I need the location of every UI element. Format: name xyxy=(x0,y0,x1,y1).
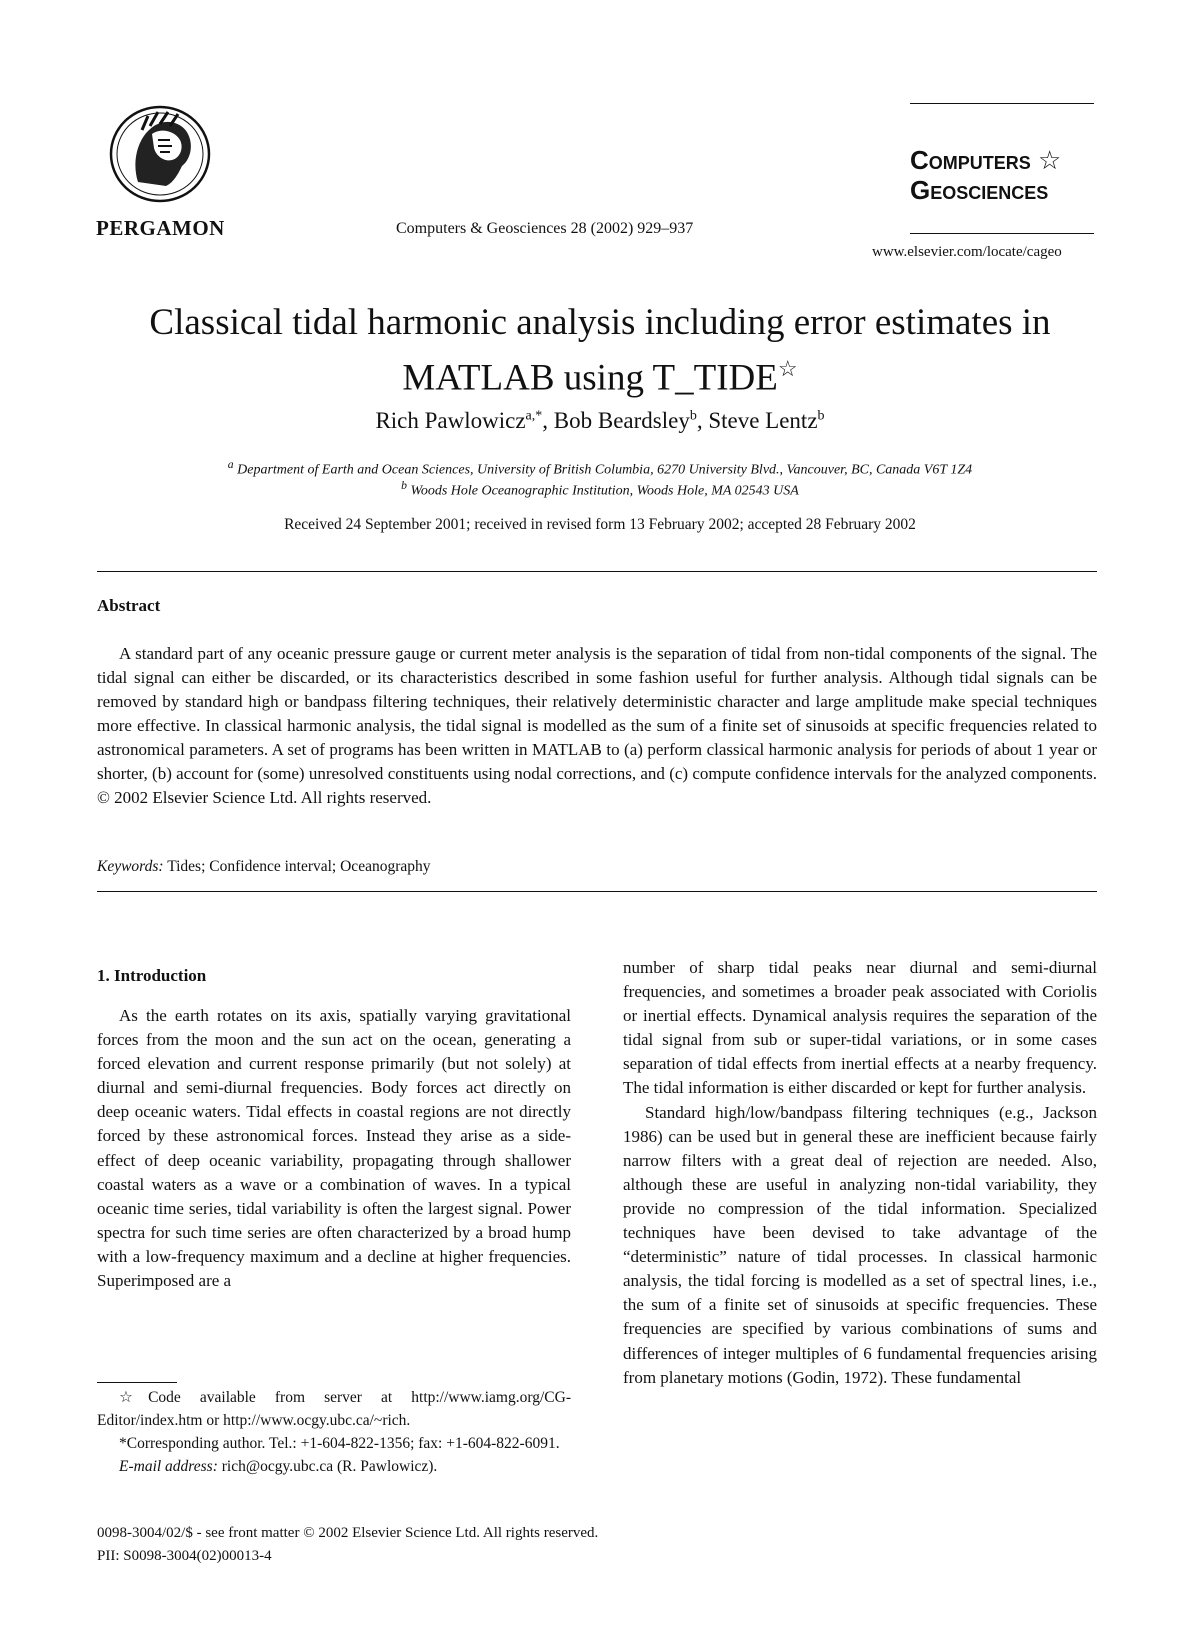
footnote-rule xyxy=(97,1382,177,1383)
right-column xyxy=(623,956,1097,1390)
journal-name xyxy=(910,145,1061,205)
journal-bottom-rule xyxy=(910,233,1094,234)
abstract-top-rule xyxy=(97,571,1097,572)
author-name: Rich Pawlowicz xyxy=(375,408,526,433)
author-affiliation-mark: b xyxy=(817,408,825,424)
affiliation-b xyxy=(0,479,1200,500)
copyright-line: 0098-3004/02/$ - see front matter © 2002 Elsevier Science Ltd. All rights reserved. xyxy=(97,1525,599,1541)
title-line-1: Classical tidal harmonic analysis including error estimates in xyxy=(149,302,1051,343)
abstract-heading: Abstract xyxy=(97,596,161,615)
journal-name-line2: Geosciences xyxy=(910,175,1049,205)
email-address[interactable]: rich@ocgy.ubc.ca (R. Pawlowicz). xyxy=(221,1458,438,1475)
affiliation-text: Department of Earth and Ocean Sciences, University of British Columbia, 6270 University Blvd., Vancouver, BC, Canada V6T 1Z4 xyxy=(237,462,973,478)
page-footer xyxy=(97,1522,598,1568)
body-paragraph: number of sharp tidal peaks near diurnal and semi-diurnal frequencies, and sometimes a broader peak associated with Coriolis or inertial effects. Dynamical analysis requires the separation of the tidal signal from sub or super-tidal variations, or in some cases separation of tidal effects from inertial effects at a nearby frequency. The tidal information is either discarded or kept for further analysis. xyxy=(623,958,1097,1098)
keywords xyxy=(97,858,431,876)
journal-name-line1: Computers ☆ xyxy=(910,145,1062,175)
journal-top-rule xyxy=(910,103,1094,104)
footnote-corresponding: *Corresponding author. Tel.: +1-604-822-1356; fax: +1-604-822-6091. xyxy=(119,1435,560,1452)
journal-url[interactable]: www.elsevier.com/locate/cageo xyxy=(872,244,1062,260)
publisher-logo xyxy=(108,104,212,204)
author-affiliation-mark: b xyxy=(689,408,697,424)
footnote-email xyxy=(97,1455,571,1478)
received-dates: Received 24 September 2001; received in revised form 13 February 2002; accepted 28 February 2002 xyxy=(284,516,916,533)
body-paragraph: As the earth rotates on its axis, spatially varying gravitational forces from the moon and the sun act on the ocean, generating a forced elevation and current response primarily (but not solely) at diurnal and semi-diurnal frequencies. Body forces act directly on deep oceanic waters. Tidal effects in coastal regions are not directly forced by these astronomical forces. Instead they arise as a side-effect of deep oceanic variability, propagating through shallower coastal waters as a wave or a combination of waves. In a typical oceanic time series, tidal variability is often the largest signal. Power spectra for such time series are often characterized by a broad hump with a low-frequency maximum and a decline at higher frequencies. Superimposed are a xyxy=(97,1006,571,1291)
affiliation-mark: a xyxy=(227,458,234,471)
author-name: Steve Lentz xyxy=(708,408,818,433)
title-footnote-mark: ☆ xyxy=(777,356,798,381)
section-heading: 1. Introduction xyxy=(97,966,207,985)
abstract-text: A standard part of any oceanic pressure gauge or current meter analysis is the separation of tidal from non-tidal components of the signal. The tidal signal can either be discarded, or its characteristics described in some fashion useful for further analysis. Although tidal signals can be removed by standard high or bandpass filtering techniques, their relatively deterministic character and large amplitude make special techniques more effective. In classical harmonic analysis, the tidal signal is modelled as the sum of a finite set of sinusoids at specific frequencies related to astronomical parameters. A set of programs has been written in MATLAB to (a) perform classical harmonic analysis for periods of about 1 year or shorter, (b) account for (some) unresolved constituents using nodal corrections, and (c) compute confidence intervals for the analyzed components. © 2002 Elsevier Science Ltd. All rights reserved. xyxy=(97,644,1097,807)
keywords-label: Keywords: xyxy=(97,858,164,875)
abstract-bottom-rule xyxy=(97,891,1097,892)
affiliation-mark: b xyxy=(401,479,407,492)
article-title xyxy=(60,300,1140,401)
author-list: Rich Pawlowicz$^{a,*}$, Bob Beardsley$^b$, Steve Lentz$^b$ xyxy=(375,408,825,433)
footnote-code: ☆Code available from server at http://www.iamg.org/CG-Editor/index.htm or http://www.ocgy.ubc.ca/~rich. xyxy=(97,1389,571,1429)
left-column xyxy=(97,1004,571,1293)
publisher-name: PERGAMON xyxy=(96,216,225,240)
email-label: E-mail address: xyxy=(119,1458,218,1475)
journal-citation: Computers & Geosciences 28 (2002) 929–937 xyxy=(396,220,694,237)
author-affiliation-mark: a,* xyxy=(525,408,543,424)
keywords-list: Tides; Confidence interval; Oceanography xyxy=(167,858,431,875)
body-paragraph: Standard high/low/bandpass filtering techniques (e.g., Jackson 1986) can be used but in general these are inefficient because fairly narrow filters with a great deal of rejection are needed. Also, although these are useful in analyzing non-tidal variability, they provide no compression of the tidal information. Specialized techniques have been devised to take advantage of the “deterministic” nature of tidal processes. In classical harmonic analysis, the tidal forcing is modelled as a set of spectral lines, i.e., the sum of a finite set of sinusoids at specific frequencies. These frequencies are specified by various combinations of sums and differences of integer multiples of 6 fundamental frequencies arising from planetary motions (Godin, 1972). These fundamental xyxy=(623,1102,1097,1387)
title-line-2: MATLAB using T_TIDE xyxy=(402,357,778,399)
pii-line: PII: S0098-3004(02)00013-4 xyxy=(97,1548,272,1564)
affiliation-text: Woods Hole Oceanographic Institution, Woods Hole, MA 02543 USA xyxy=(410,483,799,499)
affiliation-a xyxy=(0,458,1200,479)
author-name: Bob Beardsley xyxy=(553,408,690,433)
footnotes xyxy=(97,1386,571,1478)
